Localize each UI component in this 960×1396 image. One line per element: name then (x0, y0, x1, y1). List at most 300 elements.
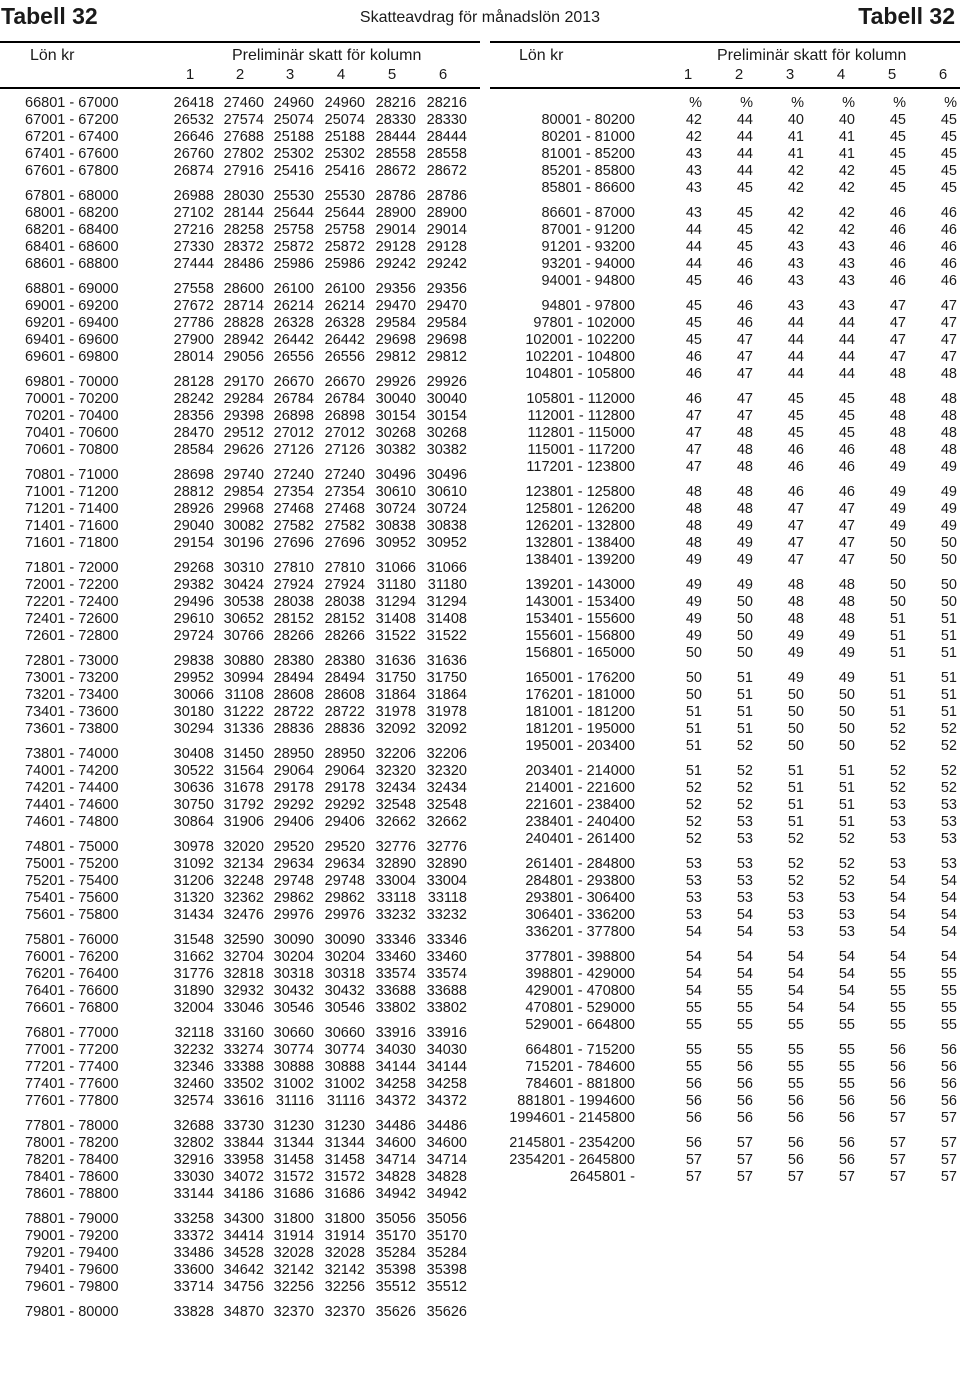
tax-value: 56 (940, 1093, 957, 1109)
tax-value: 47 (889, 332, 906, 348)
tax-value: 30066 (173, 687, 214, 703)
tax-value: 34600 (426, 1135, 467, 1151)
salary-range: 74001 - 74200 (25, 763, 119, 779)
left-salary-heading: Lön kr (30, 47, 75, 64)
subheader-rule-left (0, 87, 480, 89)
tax-value: 30268 (375, 425, 416, 441)
percent-unit: % (740, 95, 753, 111)
table-row (25, 1169, 480, 1186)
tax-value: 31686 (273, 1186, 314, 1202)
salary-range: 86601 - 87000 (541, 205, 635, 221)
tax-value: 44 (787, 315, 804, 331)
tax-value: 27240 (273, 467, 314, 483)
tax-value: 27574 (223, 112, 264, 128)
tax-value: 46 (736, 256, 753, 272)
tax-value: 41 (787, 146, 804, 162)
tax-value: 51 (736, 704, 753, 720)
header-rule-right (490, 41, 960, 43)
tax-value: 31564 (223, 763, 264, 779)
salary-range: 77001 - 77200 (25, 1042, 119, 1058)
tax-value: 52 (685, 780, 702, 796)
tax-value: 25758 (324, 222, 365, 238)
percent-unit: % (893, 95, 906, 111)
tax-value: 30660 (273, 1025, 314, 1041)
tax-value: 51 (940, 645, 957, 661)
salary-range: 115001 - 117200 (527, 442, 635, 458)
salary-range: 73601 - 73800 (25, 721, 119, 737)
tax-value: 32818 (223, 966, 264, 982)
tax-value: 31776 (173, 966, 214, 982)
table-row (495, 704, 960, 721)
tax-value: 31864 (426, 687, 467, 703)
tax-value: 55 (685, 1059, 702, 1075)
tax-value: 53 (736, 814, 753, 830)
table-row (495, 180, 960, 197)
tax-value: 45 (940, 180, 957, 196)
table-row (495, 256, 960, 273)
tax-value: 49 (685, 552, 702, 568)
salary-range: 881801 - 1994600 (517, 1093, 635, 1109)
tax-value: 47 (787, 518, 804, 534)
header-rule-left (0, 41, 480, 43)
tax-value: 50 (838, 721, 855, 737)
tax-value: 46 (889, 205, 906, 221)
salary-range: 85201 - 85800 (541, 163, 635, 179)
tax-value: 46 (889, 256, 906, 272)
tax-value: 32548 (375, 797, 416, 813)
tax-value: 32662 (375, 814, 416, 830)
table-row (495, 983, 960, 1000)
tax-value: 52 (838, 831, 855, 847)
tax-value: 32248 (223, 873, 264, 889)
tax-value: 46 (838, 484, 855, 500)
salary-range: 470801 - 529000 (525, 1000, 635, 1016)
tax-value: 44 (736, 112, 753, 128)
tax-value: 56 (787, 1152, 804, 1168)
tax-value: 31230 (273, 1118, 314, 1134)
tax-value: 49 (889, 484, 906, 500)
tax-value: 50 (787, 704, 804, 720)
salary-range: 1994601 - 2145800 (509, 1110, 635, 1126)
tax-value: 34486 (375, 1118, 416, 1134)
tax-value: 29740 (223, 467, 264, 483)
tax-value: 33232 (426, 907, 467, 923)
tax-value: 33388 (223, 1059, 264, 1075)
table-row (495, 966, 960, 983)
tax-value: 54 (940, 890, 957, 906)
salary-range: 66801 - 67000 (25, 95, 119, 111)
tax-value: 28900 (426, 205, 467, 221)
table-row (495, 408, 960, 425)
tax-value: 31792 (223, 797, 264, 813)
table-row (495, 924, 960, 941)
tax-value: 42 (838, 180, 855, 196)
tax-value: 30546 (273, 1000, 314, 1016)
tax-value: 28698 (173, 467, 214, 483)
tax-value: 52 (736, 738, 753, 754)
tax-value: 27582 (273, 518, 314, 534)
table-row (495, 205, 960, 222)
tax-value: 42 (685, 112, 702, 128)
salary-range: 70801 - 71000 (25, 467, 119, 483)
tax-value: 33828 (173, 1304, 214, 1320)
table-row (495, 577, 960, 594)
tax-value: 53 (787, 890, 804, 906)
table-row (495, 738, 960, 755)
tax-value: 50 (940, 535, 957, 551)
tax-value: 43 (838, 298, 855, 314)
tax-value: 30154 (426, 408, 467, 424)
salary-range: 74201 - 74400 (25, 780, 119, 796)
tax-value: 54 (940, 873, 957, 889)
tax-value: 30318 (324, 966, 365, 982)
tax-value: 25530 (273, 188, 314, 204)
tax-value: 53 (940, 856, 957, 872)
tax-value: 29976 (324, 907, 365, 923)
salary-range: 74601 - 74800 (25, 814, 119, 830)
tax-value: 44 (787, 332, 804, 348)
tax-value: 43 (685, 205, 702, 221)
tax-value: 55 (787, 1076, 804, 1092)
table-row (25, 163, 480, 180)
table-row (495, 890, 960, 907)
tax-value: 31686 (324, 1186, 365, 1202)
tax-value: 29926 (375, 374, 416, 390)
tax-value: 27696 (273, 535, 314, 551)
tax-value: 56 (685, 1093, 702, 1109)
tax-value: 30952 (375, 535, 416, 551)
tax-value: 52 (940, 738, 957, 754)
table-row (495, 594, 960, 611)
tax-value: 44 (838, 349, 855, 365)
salary-range: 67201 - 67400 (25, 129, 119, 145)
tax-value: 28486 (223, 256, 264, 272)
tax-value: 26898 (273, 408, 314, 424)
tax-value: 32256 (324, 1279, 365, 1295)
tax-value: 45 (889, 180, 906, 196)
tax-value: 42 (685, 129, 702, 145)
tax-value: 49 (940, 459, 957, 475)
tax-value: 42 (838, 222, 855, 238)
salary-range: 69401 - 69600 (25, 332, 119, 348)
page-header (0, 0, 960, 36)
tax-value: 29154 (173, 535, 214, 551)
tax-value: 50 (736, 594, 753, 610)
tax-value: 48 (940, 366, 957, 382)
tax-value: 31002 (273, 1076, 314, 1092)
table-row (495, 273, 960, 290)
tax-value: 50 (736, 611, 753, 627)
tax-value: 28786 (375, 188, 416, 204)
tax-value: 25872 (273, 239, 314, 255)
tax-value: 31458 (273, 1152, 314, 1168)
tax-value: 33030 (173, 1169, 214, 1185)
table-row (495, 780, 960, 797)
tax-value: 28014 (173, 349, 214, 365)
tax-value: 46 (685, 366, 702, 382)
tax-value: 46 (685, 349, 702, 365)
tax-value: 34828 (375, 1169, 416, 1185)
tax-value: 30636 (173, 780, 214, 796)
table-row (25, 780, 480, 797)
tax-value: 30204 (273, 949, 314, 965)
tax-value: 35398 (426, 1262, 467, 1278)
tax-value: 50 (889, 577, 906, 593)
tax-value: 52 (838, 856, 855, 872)
salary-range: 377801 - 398800 (525, 949, 635, 965)
tax-value: 31978 (375, 704, 416, 720)
tax-value: 30994 (223, 670, 264, 686)
tax-value: 48 (889, 442, 906, 458)
tax-value: 29634 (273, 856, 314, 872)
tax-value: 27468 (273, 501, 314, 517)
tax-value: 25074 (324, 112, 365, 128)
tax-value: 27354 (324, 484, 365, 500)
tax-value: 35626 (426, 1304, 467, 1320)
tax-value: 56 (838, 1110, 855, 1126)
table-row (25, 205, 480, 222)
table-row (25, 518, 480, 535)
table-row (25, 501, 480, 518)
tax-value: 29470 (375, 298, 416, 314)
tax-value: 32092 (426, 721, 467, 737)
tax-value: 31222 (223, 704, 264, 720)
tax-value: 49 (889, 518, 906, 534)
tax-value: 48 (889, 391, 906, 407)
tax-value: 50 (685, 670, 702, 686)
tax-value: 57 (940, 1169, 957, 1185)
table-row (25, 146, 480, 163)
table-row (495, 112, 960, 129)
salary-range: 125801 - 126200 (525, 501, 635, 517)
salary-range: 195001 - 203400 (525, 738, 635, 754)
salary-range: 67801 - 68000 (25, 188, 119, 204)
tax-value: 41 (838, 146, 855, 162)
tax-value: 43 (685, 180, 702, 196)
tax-value: 57 (736, 1152, 753, 1168)
tax-value: 29496 (173, 594, 214, 610)
tax-value: 26784 (324, 391, 365, 407)
tax-value: 26328 (273, 315, 314, 331)
percent-unit: % (944, 95, 957, 111)
tax-value: 30154 (375, 408, 416, 424)
tax-value: 48 (940, 425, 957, 441)
tax-value: 47 (736, 408, 753, 424)
percent-unit: % (842, 95, 855, 111)
tax-value: 25416 (324, 163, 365, 179)
tax-value: 29406 (273, 814, 314, 830)
table-row (495, 129, 960, 146)
salary-range: 73401 - 73600 (25, 704, 119, 720)
tax-value: 56 (685, 1110, 702, 1126)
salary-range: 117201 - 123800 (526, 459, 635, 475)
tax-value: 29968 (223, 501, 264, 517)
tax-value: 45 (940, 112, 957, 128)
tax-value: 24960 (273, 95, 314, 111)
right-col-6: 6 (938, 66, 948, 83)
tax-value: 51 (889, 611, 906, 627)
tax-value: 49 (838, 628, 855, 644)
tax-value: 30318 (273, 966, 314, 982)
tax-value: 29520 (324, 839, 365, 855)
tax-value: 47 (940, 349, 957, 365)
salary-range: 71601 - 71800 (25, 535, 119, 551)
tax-value: 51 (940, 628, 957, 644)
tax-value: 31678 (223, 780, 264, 796)
tax-value: 30750 (173, 797, 214, 813)
salary-range: 77801 - 78000 (25, 1118, 119, 1134)
tax-value: 34642 (223, 1262, 264, 1278)
right-col-3: 3 (785, 66, 795, 83)
tax-value: 30952 (426, 535, 467, 551)
tax-value: 54 (787, 949, 804, 965)
tax-value: 27012 (324, 425, 365, 441)
tax-value: 31800 (273, 1211, 314, 1227)
salary-range: 75001 - 75200 (25, 856, 119, 872)
tax-value: 50 (940, 577, 957, 593)
tax-value: 25188 (324, 129, 365, 145)
tax-value: 25644 (273, 205, 314, 221)
tax-value: 26442 (273, 332, 314, 348)
tax-value: 57 (685, 1169, 702, 1185)
tax-value: 32142 (324, 1262, 365, 1278)
table-row (495, 831, 960, 848)
tax-value: 51 (736, 670, 753, 686)
subheader-rule-right (490, 87, 960, 89)
tax-value: 33258 (173, 1211, 214, 1227)
tax-value: 45 (838, 391, 855, 407)
tax-value: 31180 (427, 577, 467, 593)
tax-value: 31522 (426, 628, 467, 644)
tax-value: 33004 (375, 873, 416, 889)
tax-value: 46 (889, 222, 906, 238)
table-row (25, 797, 480, 814)
tax-value: 44 (838, 332, 855, 348)
tax-value: 50 (685, 645, 702, 661)
tax-value: 27460 (223, 95, 264, 111)
tax-value: 28372 (223, 239, 264, 255)
table-row (25, 1118, 480, 1135)
table-row (25, 721, 480, 738)
tax-value: 29748 (273, 873, 314, 889)
tax-value: 28812 (173, 484, 214, 500)
tax-value: 56 (685, 1076, 702, 1092)
tax-value: 29838 (173, 653, 214, 669)
salary-range: 123801 - 125800 (525, 484, 635, 500)
salary-range: 81001 - 85200 (541, 146, 635, 162)
tax-value: 28600 (223, 281, 264, 297)
table-row (25, 1211, 480, 1228)
tax-value: 29128 (375, 239, 416, 255)
salary-range: 78401 - 78600 (25, 1169, 119, 1185)
tax-value: 26418 (173, 95, 214, 111)
tax-value: 26874 (173, 163, 214, 179)
tax-value: 28672 (375, 163, 416, 179)
tax-value: 34870 (223, 1304, 264, 1320)
tax-value: 29634 (324, 856, 365, 872)
tax-value: 33460 (375, 949, 416, 965)
tax-value: 52 (889, 721, 906, 737)
tax-value: 53 (889, 797, 906, 813)
tax-value: 33688 (375, 983, 416, 999)
tax-value: 26988 (173, 188, 214, 204)
table-row (25, 1135, 480, 1152)
tax-value: 51 (889, 670, 906, 686)
salary-range: 2354201 - 2645800 (509, 1152, 635, 1168)
tax-value: 25986 (273, 256, 314, 272)
tax-value: 32434 (426, 780, 467, 796)
table-row (25, 907, 480, 924)
tax-value: 55 (787, 1059, 804, 1075)
tax-value: 51 (838, 763, 855, 779)
tax-value: 31458 (324, 1152, 365, 1168)
tax-value: 35056 (426, 1211, 467, 1227)
tax-value: 30766 (223, 628, 264, 644)
table-row (25, 1025, 480, 1042)
tax-value: 33144 (173, 1186, 214, 1202)
tax-value: 33118 (376, 890, 416, 906)
tax-value: 54 (736, 966, 753, 982)
tax-value: 54 (736, 924, 753, 940)
salary-range: 85801 - 86600 (541, 180, 635, 196)
table-row (25, 222, 480, 239)
table-row (495, 1042, 960, 1059)
tax-value: 51 (838, 797, 855, 813)
tax-value: 27916 (223, 163, 264, 179)
tax-value: 50 (940, 552, 957, 568)
tax-value: 49 (736, 518, 753, 534)
tax-value: 31408 (426, 611, 467, 627)
tax-value: 48 (940, 442, 957, 458)
table-row (25, 966, 480, 983)
tax-value: 42 (787, 222, 804, 238)
tax-value: 31180 (376, 577, 416, 593)
tax-value: 47 (889, 315, 906, 331)
tax-value: 55 (736, 983, 753, 999)
tax-value: 32370 (273, 1304, 314, 1320)
table-row (25, 425, 480, 442)
tax-value: 28356 (173, 408, 214, 424)
tax-value: 34072 (223, 1169, 264, 1185)
tax-value: 27216 (173, 222, 214, 238)
salary-range: 77201 - 77400 (25, 1059, 119, 1075)
tax-value: 53 (940, 814, 957, 830)
tax-value: 26784 (273, 391, 314, 407)
salary-range: 87001 - 91200 (541, 222, 635, 238)
table-row (25, 763, 480, 780)
tax-value: 47 (838, 535, 855, 551)
salary-range: 72001 - 72200 (25, 577, 119, 593)
salary-range: 70601 - 70800 (25, 442, 119, 458)
tax-value: 49 (685, 577, 702, 593)
tax-value: 30880 (223, 653, 264, 669)
tax-value: 28258 (223, 222, 264, 238)
tax-value: 52 (736, 780, 753, 796)
tax-value: 33844 (223, 1135, 264, 1151)
tax-value: 51 (787, 814, 804, 830)
tax-value: 50 (838, 704, 855, 720)
tax-value: 41 (838, 129, 855, 145)
tax-value: 46 (940, 222, 957, 238)
tax-value: 55 (787, 1042, 804, 1058)
tax-value: 33802 (375, 1000, 416, 1016)
table-row (25, 1076, 480, 1093)
salary-range: 70001 - 70200 (25, 391, 119, 407)
tax-value: 26100 (273, 281, 314, 297)
tax-value: 46 (940, 205, 957, 221)
table-row (25, 983, 480, 1000)
tax-value: 30294 (173, 721, 214, 737)
